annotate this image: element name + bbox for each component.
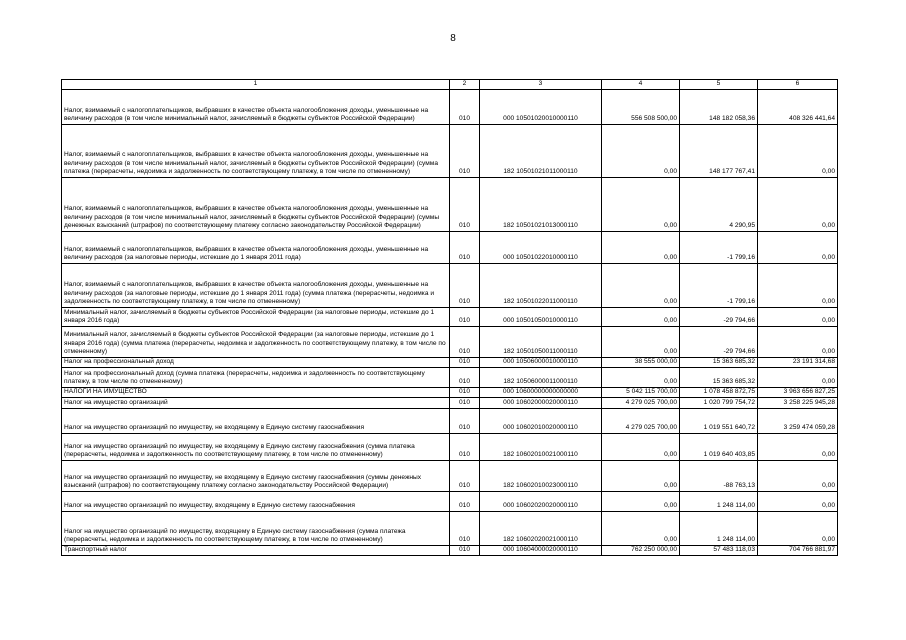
row-executed-amount: 57 483 118,03 (680, 546, 758, 556)
table-row (62, 125, 838, 178)
table-row (62, 492, 838, 512)
row-description: Минимальный налог, зачисляемый в бюджеты субъектов Российской Федерации (за налоговые периоды, истекшие до 1 января 2016 года) (сумма платежа (перерасчеты, недоимка и задолженность по соответствующему платежу, в том числе по отмененному) (62, 327, 450, 358)
table-row (62, 264, 838, 308)
row-description: Налог, взимаемый с налогоплательщиков, выбравших в качестве объекта налогообложения доходы, уменьшенные на величину расходов (за налоговые периоды, истекшие до 1 января 2011 года) (62, 232, 450, 264)
row-description: Налог на имущество организаций по имуществу, входящему в Единую систему газоснабжения (сумма платежа (перерасчеты, недоимка и задолженность по соответствующему платежу, в том числе по отмененному) (62, 512, 450, 546)
column-header: 6 (758, 80, 838, 90)
row-remaining-amount: 0,00 (758, 308, 838, 327)
column-header: 4 (602, 80, 680, 90)
row-executed-amount: 15 363 685,32 (680, 358, 758, 368)
row-description: Налог на профессиональный доход (62, 358, 450, 368)
row-line-code: 010 (450, 90, 480, 125)
column-header: 2 (450, 80, 480, 90)
row-line-code: 010 (450, 492, 480, 512)
row-remaining-amount: 0,00 (758, 512, 838, 546)
row-executed-amount: -29 794,66 (680, 327, 758, 358)
table-row (62, 90, 838, 125)
row-budget-code: 000 10501022010000110 (480, 232, 602, 264)
row-remaining-amount: 0,00 (758, 125, 838, 178)
row-approved-amount: 0,00 (602, 492, 680, 512)
row-budget-code: 000 10602020020000110 (480, 492, 602, 512)
row-approved-amount: 762 250 000,00 (602, 546, 680, 556)
row-executed-amount: -1 799,16 (680, 264, 758, 308)
row-approved-amount: 0,00 (602, 461, 680, 492)
row-approved-amount: 556 508 500,00 (602, 90, 680, 125)
row-remaining-amount: 3 963 656 827,25 (758, 388, 838, 398)
row-executed-amount: 1 078 458 872,75 (680, 388, 758, 398)
table-header-row (62, 80, 838, 90)
row-description: Налог на имущество организаций по имуществу, не входящему в Единую систему газоснабжения (суммы денежных взысканий (штрафов) по соответствующему платежу согласно законодательству Российской Федерации) (62, 461, 450, 492)
row-approved-amount: 4 279 025 700,00 (602, 409, 680, 434)
table-row (62, 232, 838, 264)
table-row (62, 358, 838, 368)
row-budget-code: 182 10501050011000110 (480, 327, 602, 358)
row-approved-amount: 0,00 (602, 434, 680, 461)
row-line-code: 010 (450, 409, 480, 434)
row-remaining-amount: 704 766 881,97 (758, 546, 838, 556)
row-description: НАЛОГИ НА ИМУЩЕСТВО (62, 388, 450, 398)
row-description: Налог на профессиональный доход (сумма платежа (перерасчеты, недоимка и задолженность по соответствующему платежу, в том числе по отмененному) (62, 368, 450, 388)
table-row (62, 308, 838, 327)
row-budget-code: 182 10501021011000110 (480, 125, 602, 178)
row-approved-amount: 0,00 (602, 125, 680, 178)
row-line-code: 010 (450, 327, 480, 358)
row-executed-amount: 1 020 799 754,72 (680, 398, 758, 409)
budget-report-table (61, 79, 838, 556)
row-description: Налог, взимаемый с налогоплательщиков, выбравших в качестве объекта налогообложения доходы, уменьшенные на величину расходов (в том числе минимальный налог, зачисляемый в бюджеты субъектов Российской Федерации) (62, 90, 450, 125)
row-executed-amount: 1 248 114,00 (680, 492, 758, 512)
row-line-code: 010 (450, 358, 480, 368)
column-header: 3 (480, 80, 602, 90)
row-remaining-amount: 0,00 (758, 327, 838, 358)
row-budget-code: 182 10501021013000110 (480, 178, 602, 232)
row-approved-amount: 0,00 (602, 327, 680, 358)
row-description: Транспортный налог (62, 546, 450, 556)
row-line-code: 010 (450, 232, 480, 264)
row-approved-amount: 0,00 (602, 368, 680, 388)
row-budget-code: 182 10602010021000110 (480, 434, 602, 461)
row-budget-code: 000 10600000000000000 (480, 388, 602, 398)
row-approved-amount: 0,00 (602, 512, 680, 546)
row-executed-amount: 1 019 551 640,72 (680, 409, 758, 434)
row-executed-amount: -1 799,16 (680, 232, 758, 264)
row-description: Налог на имущество организаций (62, 398, 450, 409)
table-row (62, 434, 838, 461)
row-remaining-amount: 23 191 314,68 (758, 358, 838, 368)
row-budget-code: 182 10602010023000110 (480, 461, 602, 492)
table-row (62, 512, 838, 546)
row-description: Налог на имущество организаций по имуществу, входящему в Единую систему газоснабжения (62, 492, 450, 512)
row-line-code: 010 (450, 461, 480, 492)
row-description: Минимальный налог, зачисляемый в бюджеты субъектов Российской Федерации (за налоговые периоды, истекшие до 1 января 2016 года) (62, 308, 450, 327)
row-remaining-amount: 3 258 225 945,28 (758, 398, 838, 409)
row-remaining-amount: 0,00 (758, 232, 838, 264)
row-remaining-amount: 0,00 (758, 492, 838, 512)
row-budget-code: 000 10501050010000110 (480, 308, 602, 327)
row-remaining-amount: 0,00 (758, 461, 838, 492)
row-remaining-amount: 0,00 (758, 264, 838, 308)
row-remaining-amount: 0,00 (758, 434, 838, 461)
row-executed-amount: 148 177 767,41 (680, 125, 758, 178)
row-line-code: 010 (450, 398, 480, 409)
row-approved-amount: 0,00 (602, 308, 680, 327)
row-line-code: 010 (450, 388, 480, 398)
row-line-code: 010 (450, 368, 480, 388)
row-approved-amount: 5 042 115 700,00 (602, 388, 680, 398)
table-row (62, 178, 838, 232)
row-budget-code: 182 10501022011000110 (480, 264, 602, 308)
row-executed-amount: 1 248 114,00 (680, 512, 758, 546)
table-row (62, 327, 838, 358)
row-executed-amount: 15 363 685,32 (680, 368, 758, 388)
row-budget-code: 182 10602020021000110 (480, 512, 602, 546)
row-description: Налог на имущество организаций по имуществу, не входящему в Единую систему газоснабжения (62, 409, 450, 434)
row-budget-code: 000 10501020010000110 (480, 90, 602, 125)
row-description: Налог на имущество организаций по имуществу, не входящему в Единую систему газоснабжения (сумма платежа (перерасчеты, недоимка и задолженность по соответствующему платежу, в том числе по отмененному) (62, 434, 450, 461)
row-remaining-amount: 0,00 (758, 178, 838, 232)
row-executed-amount: 148 182 058,36 (680, 90, 758, 125)
row-description: Налог, взимаемый с налогоплательщиков, выбравших в качестве объекта налогообложения доходы, уменьшенные на величину расходов (за налоговые периоды, истекшие до 1 января 2011 года) (сумма платежа (перерасчеты, недоимка и задолженность по соответствующему платежу, в том числе по отмененному) (62, 264, 450, 308)
row-approved-amount: 0,00 (602, 264, 680, 308)
row-executed-amount: -29 794,66 (680, 308, 758, 327)
row-approved-amount: 0,00 (602, 232, 680, 264)
column-header: 5 (680, 80, 758, 90)
row-approved-amount: 0,00 (602, 178, 680, 232)
table-row (62, 546, 838, 556)
row-budget-code: 000 10602000020000110 (480, 398, 602, 409)
row-line-code: 010 (450, 434, 480, 461)
table-row (62, 368, 838, 388)
table-row (62, 388, 838, 398)
row-budget-code: 000 10506000010000110 (480, 358, 602, 368)
row-line-code: 010 (450, 125, 480, 178)
column-header: 1 (62, 80, 450, 90)
row-remaining-amount: 0,00 (758, 368, 838, 388)
row-approved-amount: 4 279 025 700,00 (602, 398, 680, 409)
row-executed-amount: 4 290,95 (680, 178, 758, 232)
row-executed-amount: 1 019 640 403,85 (680, 434, 758, 461)
row-line-code: 010 (450, 512, 480, 546)
table-row (62, 461, 838, 492)
row-line-code: 010 (450, 178, 480, 232)
row-executed-amount: -88 763,13 (680, 461, 758, 492)
row-budget-code: 182 10506000011000110 (480, 368, 602, 388)
row-budget-code: 000 10602010020000110 (480, 409, 602, 434)
row-approved-amount: 38 555 000,00 (602, 358, 680, 368)
row-budget-code: 000 10604000020000110 (480, 546, 602, 556)
table-row (62, 398, 838, 409)
row-remaining-amount: 408 326 441,64 (758, 90, 838, 125)
row-line-code: 010 (450, 546, 480, 556)
row-description: Налог, взимаемый с налогоплательщиков, выбравших в качестве объекта налогообложения доходы, уменьшенные на величину расходов (в том числе минимальный налог, зачисляемый в бюджеты субъектов Российской Федерации) (сумма платежа (перерасчеты, недоимка и задолженность по соответствующему платежу, в том числе по отмененному) (62, 125, 450, 178)
page-number: 8 (450, 33, 456, 44)
row-line-code: 010 (450, 264, 480, 308)
table-row (62, 409, 838, 434)
row-line-code: 010 (450, 308, 480, 327)
row-description: Налог, взимаемый с налогоплательщиков, выбравших в качестве объекта налогообложения доходы, уменьшенные на величину расходов (в том числе минимальный налог, зачисляемый в бюджеты субъектов Российской Федерации) (суммы денежных взысканий (штрафов) по соответствующему платежу согласно законодательству Российской Федерации) (62, 178, 450, 232)
row-remaining-amount: 3 259 474 059,28 (758, 409, 838, 434)
